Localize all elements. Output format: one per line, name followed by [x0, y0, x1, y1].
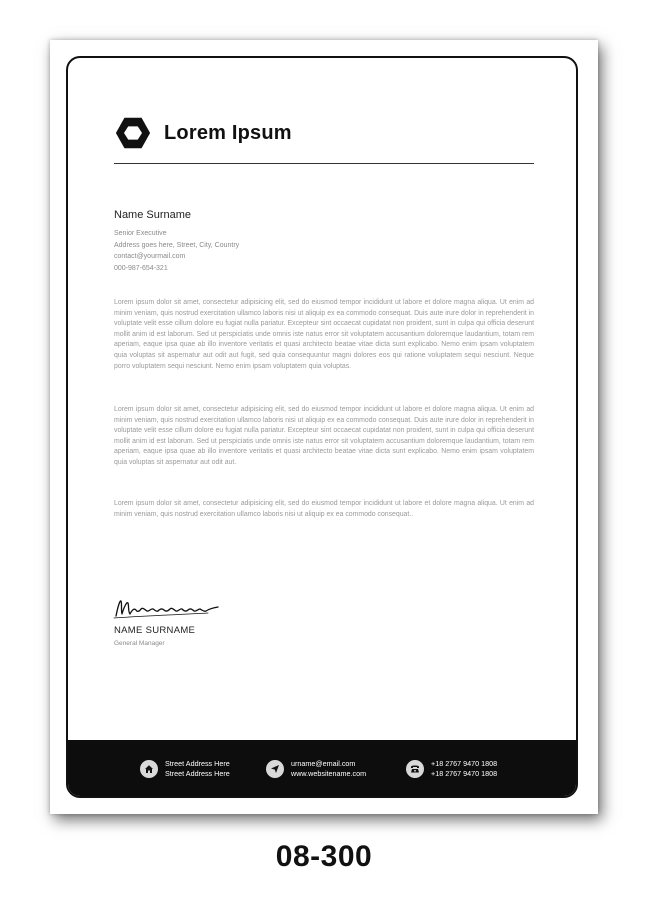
- footer-phone2: +18 2767 9470 1808: [431, 768, 498, 778]
- footer-phone: [406, 759, 497, 778]
- footer-email[interactable]: urname@email.com: [291, 759, 356, 768]
- company-name: Lorem Ipsum: [164, 121, 292, 144]
- letterhead-sheet: [50, 40, 598, 814]
- handwritten-signature: [112, 596, 222, 622]
- body-paragraph: Lorem ipsum dolor sit amet, consectetur adipisicing elit, sed do eiusmod tempor incididunt ut labore et dolore magna aliqua. Ut enim ad minim veniam, quis nostrud exercitation ullamco laboris nisi ut aliquip ex ea commodo consequat. Duis aute irure dolor in reprehenderit in voluptate velit esse cillum dolore eu fugiat nulla pariatur. Excepteur sint occaecat cupidatat non proident, sunt in culpa qui officia deserunt mollit anim id est laborum. Sed ut perspiciatis unde omnis iste natus error sit voluptatem accusantium doloremque laudantium, totam rem aperiam, eaque ipsa quae ab illo inventore veritatis et quasi architecto beatae vitae dicta sunt explicabo. Nemo enim ipsam voluptatem quia voluptas sit aspernatur aut odit aut.: [114, 406, 534, 466]
- footer-bar: [68, 740, 576, 798]
- logo: [114, 114, 292, 152]
- footer-address-line1: Street Address Here: [165, 759, 230, 768]
- signatory-title: General Manager: [114, 640, 165, 647]
- product-code: 08-300: [275, 840, 373, 873]
- sender-address: Address goes here, Street, City, Country: [114, 241, 240, 249]
- footer-address-line2: Street Address Here: [165, 768, 230, 778]
- hexagon-icon: [114, 114, 152, 152]
- footer-phone1: +18 2767 9470 1808: [431, 759, 498, 768]
- telephone-icon: [406, 760, 424, 778]
- header-divider: [114, 163, 534, 164]
- sender-title: Senior Executive: [114, 230, 167, 237]
- send-icon: [266, 760, 284, 778]
- signatory-name: NAME SURNAME: [114, 625, 196, 636]
- home-icon: [140, 760, 158, 778]
- page-frame: [66, 56, 578, 798]
- body-paragraph: Lorem ipsum dolor sit amet, consectetur adipisicing elit, sed do eiusmod tempor incididunt ut labore et dolore magna aliqua. Ut enim ad minim veniam, quis nostrud exercitation ullamco laboris nisi ut aliquip ex ea commodo consequat..: [114, 500, 534, 518]
- sender-details: [114, 228, 239, 274]
- body-paragraph: Lorem ipsum dolor sit amet, consectetur adipisicing elit, sed do eiusmod tempor incididunt ut labore et dolore magna aliqua. Ut enim ad minim veniam, quis nostrud exercitation ullamco laboris nisi ut aliquip ex ea commodo consequat. Duis aute irure dolor in reprehenderit in voluptate velit esse cillum dolore eu fugiat nulla pariatur. Excepteur sint occaecat cupidatat non proident, sunt in culpa qui officia deserunt mollit anim id est laborum. Sed ut perspiciatis unde omnis iste natus error sit voluptatem accusantium doloremque laudantium, totam rem aperiam, eaque ipsa quae ab illo inventore veritatis et quasi architecto beatae vitae dicta sunt explicabo. Nemo enim ipsam voluptatem quia voluptas sit aspernatur aut odit aut fugit, sed quia consequuntur magni dolores eos qui ratione voluptatem sequi nesciunt. Neque porro voluptatem sequi nesciunt. Nemo enim ipsam voluptatem quia voluptas.: [114, 299, 534, 370]
- sender-phone: 000-987-654-321: [114, 264, 168, 272]
- footer-web: [266, 759, 366, 778]
- sender-email: contact@yourmail.com: [114, 253, 186, 260]
- footer-website[interactable]: www.websitename.com: [291, 768, 367, 778]
- footer-address: [140, 759, 230, 778]
- sender-name: Name Surname: [114, 209, 192, 221]
